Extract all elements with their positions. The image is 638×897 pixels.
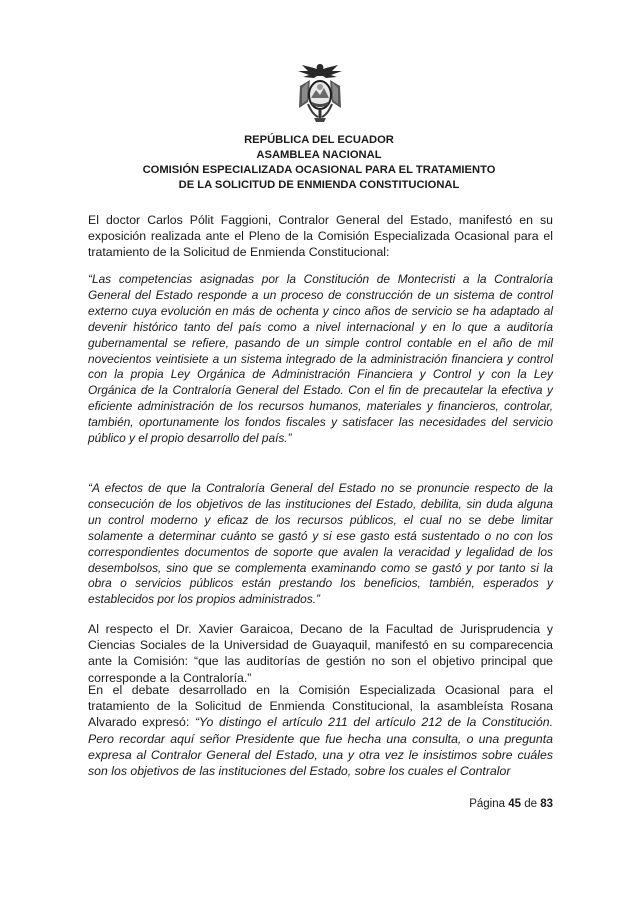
current-page-number: 45 bbox=[508, 798, 521, 810]
page-number-footer bbox=[400, 798, 553, 810]
paragraph-garaicoa: Al respecto el Dr. Xavier Garaicoa, Decano de la Facultad de Jurisprudencia y Ciencias Sociales de la Universidad de Guayaquil, manifestó en su comparecencia ante la Comisión: “que las auditorías de gestión no son el objetivo principal que corresponde a la Contraloría.” bbox=[88, 622, 553, 685]
page-label: Página bbox=[469, 798, 505, 810]
paragraph-polit: El doctor Carlos Pólit Faggioni, Contralor General del Estado, manifestó en su exposición realizada ante el Pleno de la Comisión Especializada Ocasional para el tratamiento de la Solicitud de Enmienda Constitucional: bbox=[88, 213, 553, 260]
header-commission: COMISIÓN ESPECIALIZADA OCASIONAL PARA EL TRATAMIENTO bbox=[142, 164, 496, 176]
debate-quote-text: “Yo distingo el artículo 211 del artículo 212 de la Constitución. Pero recordar aquí señor Presidente que fue hecha una consulta, o una pregunta expresa al Contralor General del Estado, una y otra vez le insistimos sobre cuáles son los objetivos de las instituciones del Estado, sobre los cuales el Contralor bbox=[88, 715, 554, 779]
debate-intro-text: En el debate desarrollado en la Comisión Especializada Ocasional para el tratamiento de la Solicitud de Enmienda Constitucional, la asambleísta Rosana Alvarado expresó: bbox=[88, 683, 553, 730]
header-country: REPÚBLICA DEL ECUADOR bbox=[244, 134, 394, 146]
page-of-label: de bbox=[524, 798, 537, 810]
document-header bbox=[60, 133, 578, 193]
paragraph-debate bbox=[88, 682, 553, 779]
header-assembly: ASAMBLEA NACIONAL bbox=[256, 149, 382, 161]
coat-of-arms-icon bbox=[294, 62, 346, 124]
quote-competencias: “Las competencias asignadas por la Constitución de Montecristi a la Contraloría General del Estado responde a un proceso de construcción de un sistema de control externo cuya evolución en más de ochenta y cinco años de servicio se ha adaptado al devenir histórico tanto del país como a nivel internacional y en lo que a auditoría gubernamental se refiere, pasando de un simple control contable en el año de mil novecientos veintisiete a un sistema integrado de la administración financiera y control con la propia Ley Orgánica de Administración Financiera y Control y con la Ley Orgánica de la Contraloría General del Estado. Con el fin de precautelar la efectiva y eficiente administración de los recursos humanos, materiales y financieros, controlar, también, oportunamente los fondos fiscales y satisfacer las necesidades del servicio público y el propio desarrollo del país.” bbox=[88, 272, 553, 446]
header-commission-subtitle: DE LA SOLICITUD DE ENMIENDA CONSTITUCIONAL bbox=[178, 179, 460, 191]
total-pages-number: 83 bbox=[540, 798, 553, 810]
quote-efectos: “A efectos de que la Contraloría General del Estado no se pronuncie respecto de la consecución de los objetivos de las instituciones del Estado, debilita, sin duda alguna un control moderno y eficaz de los recursos públicos, el cual no se debe limitar solamente a determinar cuánto se gastó y si ese gasto está sustentado o no con los correspondientes documentos de soporte que avalen la veracidad y legalidad de los desembolsos, sino que se complementa examinando como se gastó y por tanto si la obra o servicios públicos están prestando los beneficios, también, esperados y establecidos por los propios administrados.” bbox=[88, 481, 553, 607]
